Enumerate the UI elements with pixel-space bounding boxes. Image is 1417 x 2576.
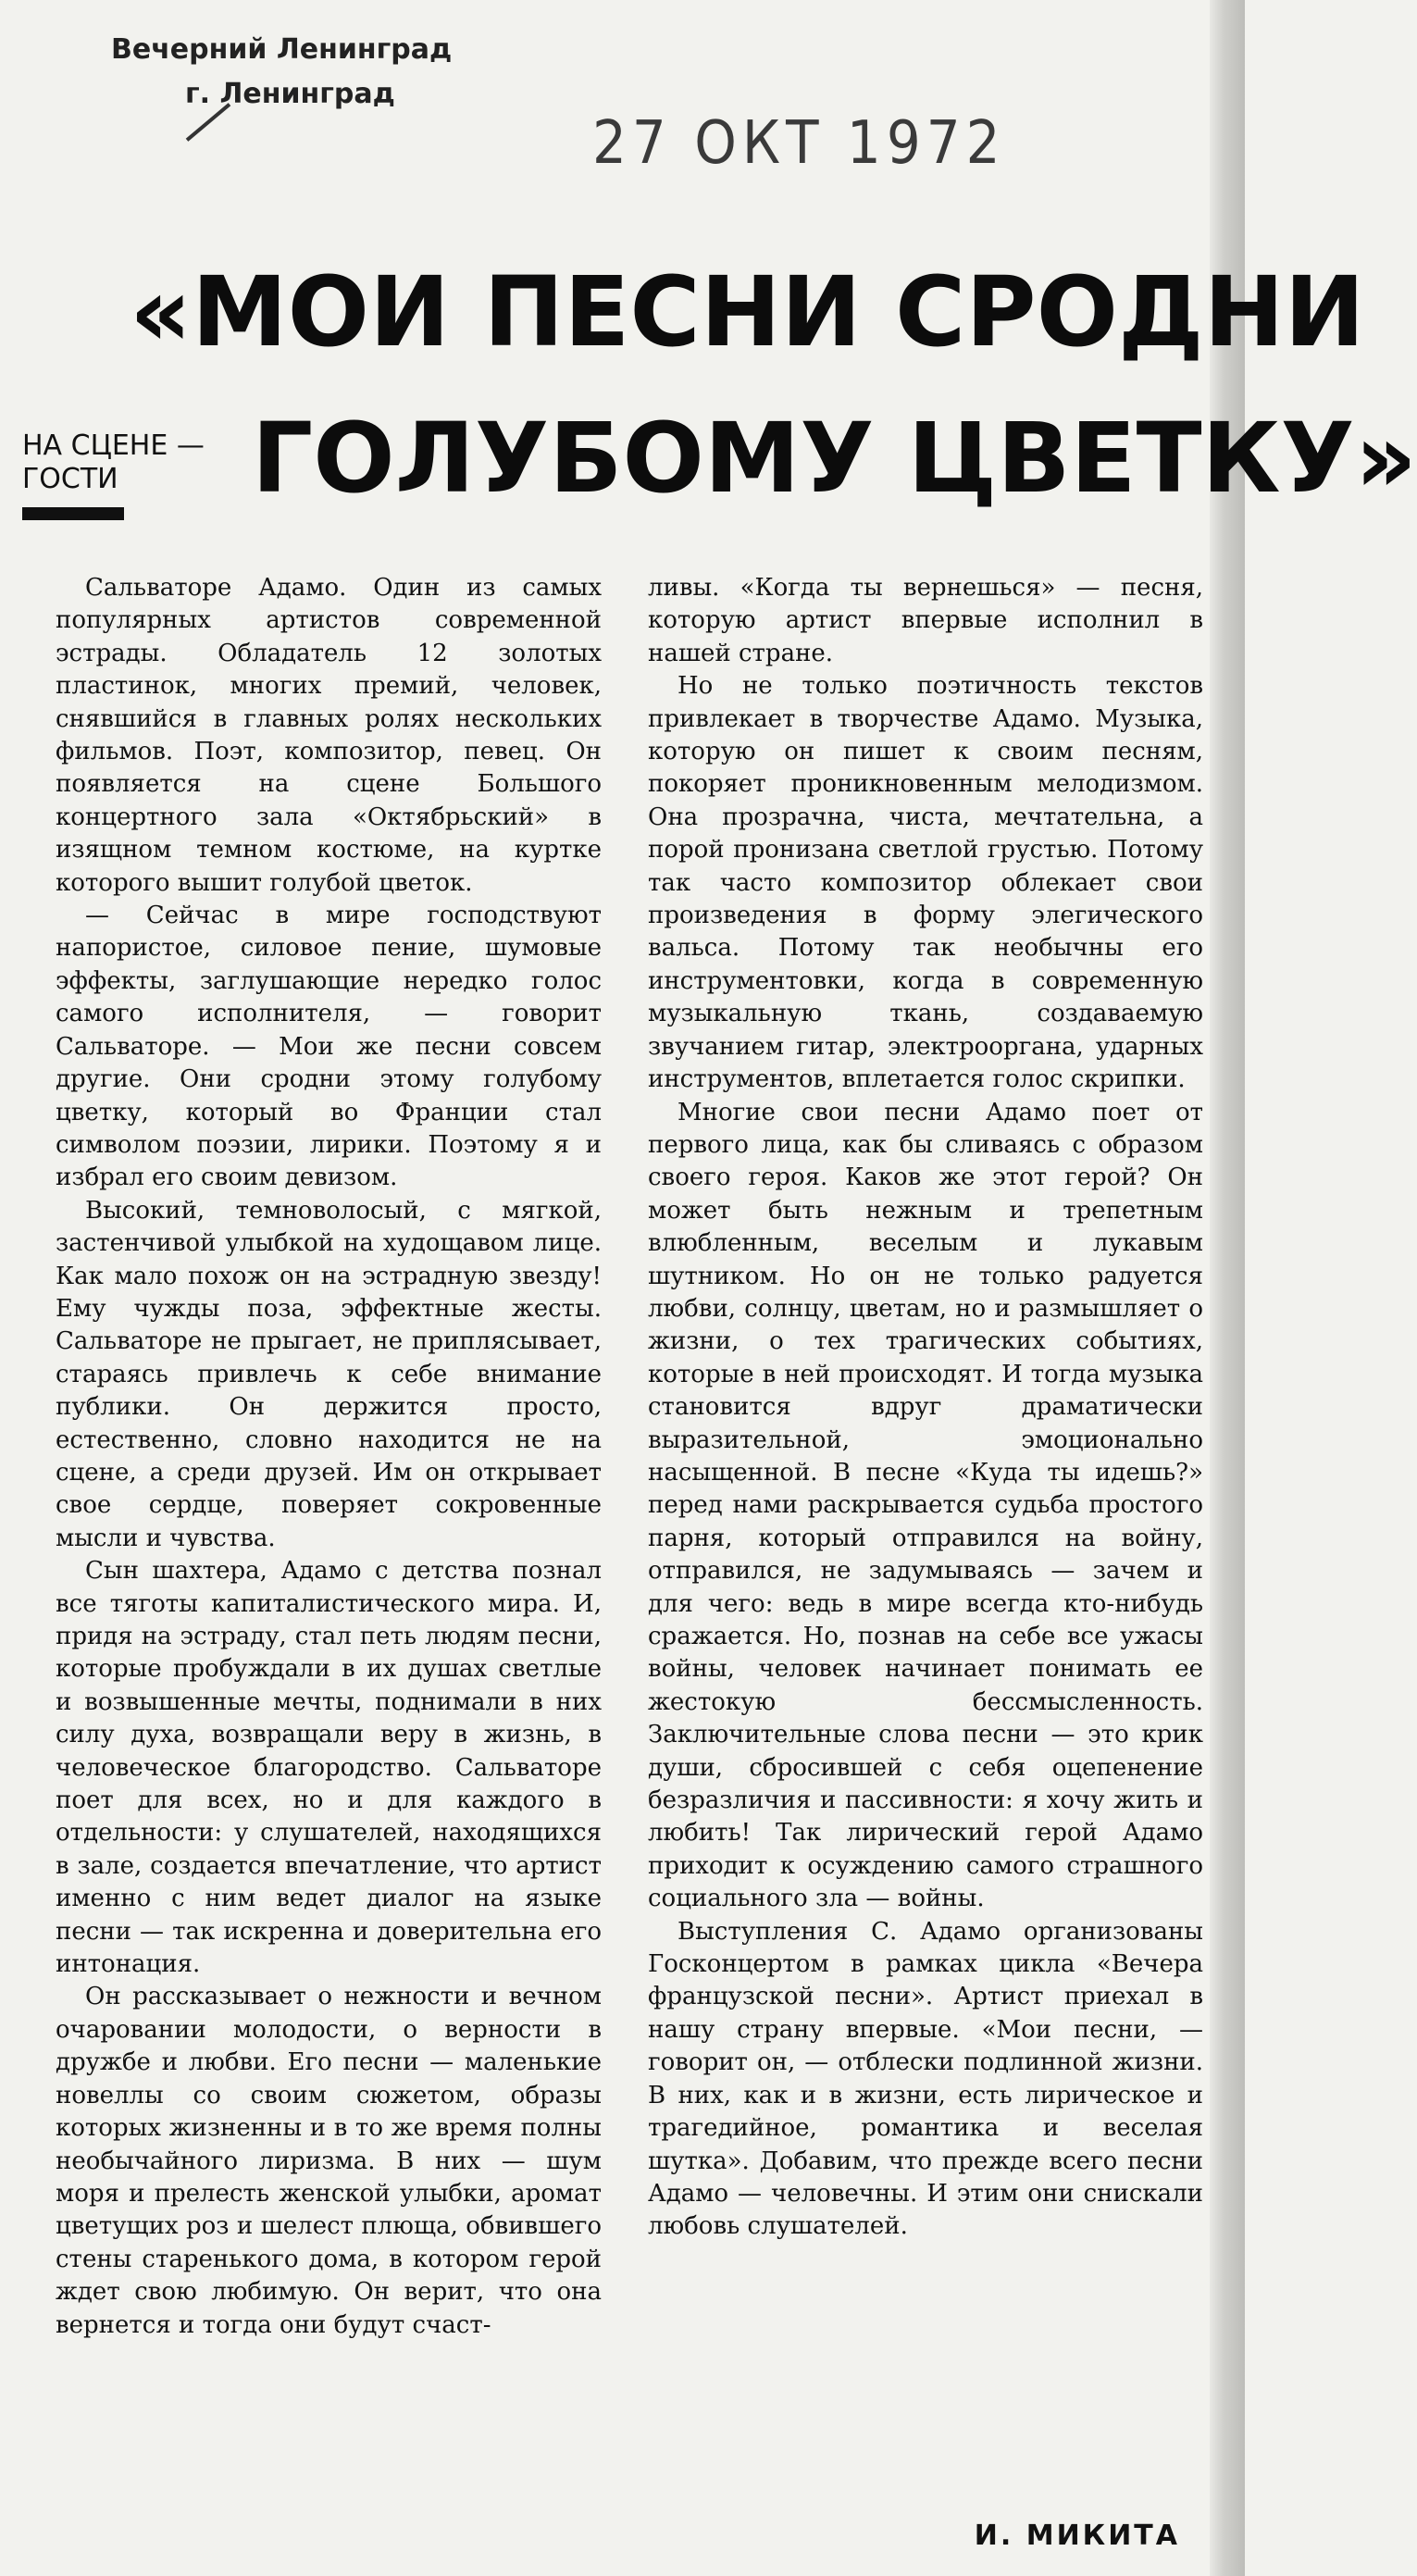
paragraph: Сын шахтера, Адамо с детства познал все тяготы капиталистического мира. И, придя на эстраду, стал петь людям песни, которые пробуждали в их душах светлые и возвышенные мечты, поднимали в них силу духа, возвращали веру в жизнь, в человеческое благородство. Сальваторе поет для всех, но и для каждого в отдельности: у слушателей, находящихся в зале, создается впечатление, что артист именно с ним ведет диалог на языке песни — так искренна и доверительна его интонация. [56,1557,602,1979]
scan-edge [1210,0,1245,2576]
article-column-2 [648,572,1203,2244]
paragraph: Но не только поэтичность текстов привлекает в творчестве Адамо. Музыка, которую он пишет к своим песням, покоряет проникновенным мелодизмом. Она прозрачна, чиста, мечтательна, а порой пронизана светлой грустью. Потому так часто композитор облекает свои произведения в форму элегического вальса. Потому так необычны его инструментовки, когда в современную музыкальную ткань, создаваемую звучанием гитар, электрооргана, ударных инструментов, вплетается голос скрипки. [648,672,1203,1094]
article-column-1 [56,572,602,2342]
rubric [22,429,205,496]
author-signature: И. МИКИТА [974,2520,1180,2552]
rubric-bar [22,507,124,520]
paragraph: Он рассказывает о нежности и вечном очаровании молодости, о верности в дружбе и любви. Его песни — маленькие новеллы со своим сюжетом, образы которых жизненны и в то же время полны необычайного лиризма. В них — шум моря и прелесть женской улыбки, аромат цветущих роз и шелест плюща, обвившего стены старенького дома, в котором герой ждет свою любимую. Он верит, что она вернется и тогда они будут счаст- [56,1983,602,2339]
rubric-line-1: НА СЦЕНЕ — [22,429,205,462]
stamp-line-2: г. Ленинград [185,78,395,110]
paragraph: Сальваторе Адамо. Один из самых популярных артистов современной эстрады. Обладатель 12 золотых пластинок, многих премий, человек, снявшийся в главных ролях нескольких фильмов. Поэт, композитор, певец. Он появляется на сцене Большого концертного зала «Октябрьский» в изящном темном костюме, на куртке которого вышит голубой цветок. [56,574,602,897]
headline-line-2: ГОЛУБОМУ ЦВЕТКУ» [252,402,1417,515]
headline-line-1: «МОИ ПЕСНИ СРОДНИ [130,255,1365,368]
paragraph: Многие свои песни Адамо поет от первого лица, как бы сливаясь с образом своего героя. Каков же этот герой? Он может быть нежным и трепетным влюбленным, веселым и лукавым шутником. Но он не только радуется любви, солнцу, цветам, но и размышляет о жизни, о тех трагических событиях, которые в ней происходят. И тогда музыка становится вдруг драматически выразительной, эмоционально насыщенной. В песне «Куда ты идешь?» перед нами раскрывается судьба простого парня, который отправился на войну, отправился, не задумываясь — зачем и для чего: ведь в мире всегда кто-нибудь сражается. Но, познав на себе все ужасы войны, человек начинает понимать ее жестокую бессмысленность. Заключительные слова песни — это крик души, сбросившей с себя оцепенение безразличия и пассивности: я хочу жить и любить! Так лирический герой Адамо приходит к осуждению самого страшного социального зла — войны. [648,1098,1203,1913]
stamp-line-1: Вечерний Ленинград [111,33,453,66]
rubric-line-2: ГОСТИ [22,463,118,495]
publication-stamp [111,28,452,117]
paragraph: — Сейчас в мире господствуют напористое, силовое пение, шумовые эффекты, заглушающие нередко голос самого исполнителя, — говорит Сальваторе. — Мои же песни совсем другие. Они сродни этому голубому цветку, который во Франции стал символом поэзии, лирики. Поэтому я и избрал его своим девизом. [56,902,602,1192]
date-stamp: 27 ОКТ 1972 [592,107,1006,178]
paragraph: Выступления С. Адамо организованы Госконцертом в рамках цикла «Вечера французской песни». Артист приехал в нашу страну впервые. «Мои песни, — говорит он, — отблески подлинной жизни. В них, как и в жизни, есть лирическое и трагедийное, романтика и веселая шутка». Добавим, что прежде всего песни Адамо — человечны. И этим они снискали любовь слушателей. [648,1917,1203,2241]
paragraph: Высокий, темноволосый, с мягкой, застенчивой улыбкой на худощавом лице. Как мало похож он на эстрадную звезду! Ему чужды поза, эффектные жесты. Сальваторе не прыгает, не приплясывает, стараясь привлечь к себе внимание публики. Он держится просто, естественно, словно находится не на сцене, а среди друзей. Им он открывает свое сердце, поверяет сокровенные мысли и чувства. [56,1196,602,1552]
paragraph: ливы. «Когда ты вернешься» — песня, которую артист впервые исполнил в нашей стране. [648,574,1203,667]
